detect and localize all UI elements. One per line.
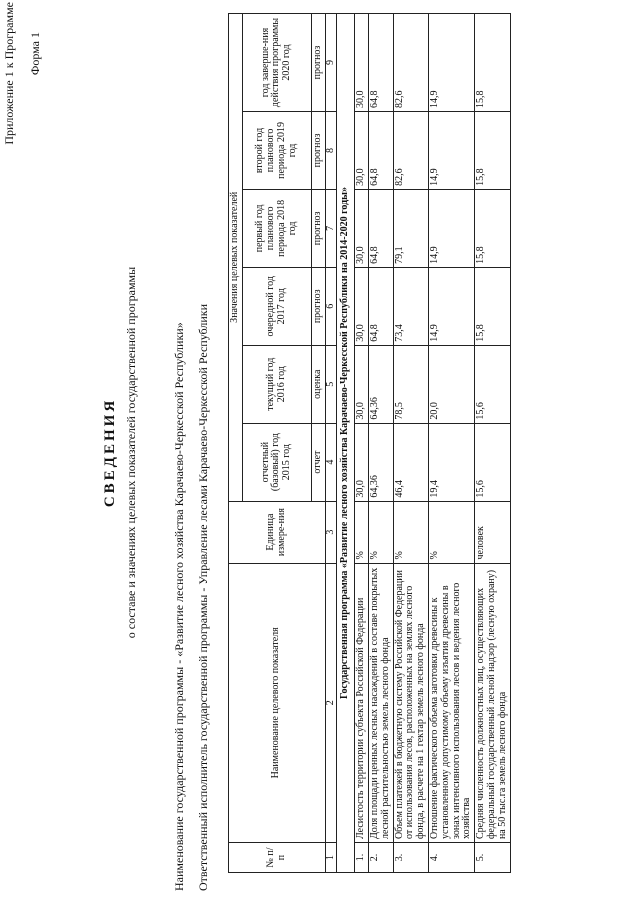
indicator-value: 64,36: [368, 345, 393, 423]
indicator-name: Средняя численность должностных лиц, осуществляющих федеральный государственный лесной надзор (лесную охрану) на 50 тыс.га земель лесного фонда: [475, 563, 510, 843]
header-unit: Единица измере-ния: [229, 501, 326, 563]
header-year: очередной год 2017 год: [242, 267, 311, 345]
header-indicator-name: Наименование целевого показателя: [229, 563, 326, 843]
header-values: Значения целевых показателей: [229, 14, 243, 502]
indicator-unit: %: [355, 501, 369, 563]
indicator-value: 64,8: [368, 189, 393, 267]
header-type: прогноз: [311, 189, 325, 267]
indicator-value: 30,0: [355, 189, 369, 267]
indicator-value: 20,0: [428, 345, 474, 423]
indicator-value: 15,6: [475, 345, 510, 423]
header-type: прогноз: [311, 111, 325, 189]
column-index: 6: [325, 267, 337, 345]
column-index: 8: [325, 111, 337, 189]
table-row: [475, 14, 510, 873]
table-row: [428, 14, 474, 873]
table-row: [393, 14, 428, 873]
column-index: 1: [325, 843, 337, 873]
header-num: № п/п: [229, 843, 326, 873]
column-index: 4: [325, 423, 337, 501]
indicator-value: 64,36: [368, 423, 393, 501]
column-index: 2: [325, 563, 337, 843]
table-row: [355, 14, 369, 873]
header-type: прогноз: [311, 267, 325, 345]
program-title: Государственная программа «Развитие лесного хозяйства Карачаево-Черкесской Республики на 2014-2020 годы»: [337, 14, 355, 873]
indicator-value: 30,0: [355, 111, 369, 189]
indicator-value: 15,8: [475, 267, 510, 345]
header-type: оценка: [311, 345, 325, 423]
header-year: отчетный (базовый) год 2015 год: [242, 423, 311, 501]
table-row: [368, 14, 393, 873]
indicator-name: Объем платежей в бюджетную систему Российской Федерации от использования лесов, расположенных на землях лесного фонда, в расчете на 1 гектар земель лесного фонда: [393, 563, 428, 843]
responsible-executor: Ответственный исполнитель государственной программы - Управление лесами Карачаево-Черкесской Республики: [196, 303, 210, 891]
indicator-value: 30,0: [355, 267, 369, 345]
column-index: 7: [325, 189, 337, 267]
document-subtitle: о составе и значениях целевых показателей государственной программы: [124, 266, 138, 639]
indicator-value: 64,8: [368, 111, 393, 189]
indicator-value: 79,1: [393, 189, 428, 267]
indicator-unit: человек: [475, 501, 510, 563]
indicator-value: 14,9: [428, 111, 474, 189]
row-number: 5.: [475, 843, 510, 873]
indicator-value: 64,8: [368, 267, 393, 345]
indicator-unit: %: [393, 501, 428, 563]
indicator-value: 14,9: [428, 189, 474, 267]
row-number: 4.: [428, 843, 474, 873]
indicators-table: [228, 13, 511, 873]
header-type: прогноз: [311, 14, 325, 112]
indicator-value: 14,9: [428, 267, 474, 345]
row-number: 3.: [393, 843, 428, 873]
column-index: 3: [325, 501, 337, 563]
indicator-name: Доля площади ценных лесных насаждений в составе покрытых лесной растительностью земель лесного фонда: [368, 563, 393, 843]
indicator-value: 82,6: [393, 111, 428, 189]
indicator-value: 64,8: [368, 14, 393, 112]
indicator-value: 78,5: [393, 345, 428, 423]
indicator-value: 73,4: [393, 267, 428, 345]
indicator-value: 30,0: [355, 345, 369, 423]
indicator-value: 14,9: [428, 14, 474, 112]
row-number: 2.: [368, 843, 393, 873]
document-title: СВЕДЕНИЯ: [102, 397, 118, 508]
header-year: второй год планового периода 2019 год: [242, 111, 311, 189]
indicator-value: 30,0: [355, 423, 369, 501]
column-index: 9: [325, 14, 337, 112]
column-index-row: [325, 14, 337, 873]
row-number: 1.: [355, 843, 369, 873]
indicator-value: 15,8: [475, 189, 510, 267]
program-row: [337, 14, 355, 873]
header-year: год заверше-ния действия программы 2020 год: [242, 14, 311, 112]
indicator-rows: [355, 14, 510, 873]
indicator-value: 82,6: [393, 14, 428, 112]
form-label: Форма 1: [28, 32, 42, 76]
indicator-value: 30,0: [355, 14, 369, 112]
indicator-value: 19,4: [428, 423, 474, 501]
column-index: 5: [325, 345, 337, 423]
indicator-value: 15,8: [475, 111, 510, 189]
indicator-name: Лесистость территории субъекта Российской Федерации: [355, 563, 369, 843]
indicator-unit: %: [368, 501, 393, 563]
header-year: текущий год 2016 год: [242, 345, 311, 423]
indicator-name: Отношение фактического объема заготовки древесины к установленному допустимому объему изъятия древесины в зонах интенсивного использования лесов и ведения лесного хозяйства: [428, 563, 474, 843]
indicator-value: 46,4: [393, 423, 428, 501]
program-name: Наименование государственной программы - «Развитие лесного хозяйства Карачаево-Черкесской Республики»: [172, 322, 186, 891]
header-type: отчет: [311, 423, 325, 501]
indicator-value: 15,6: [475, 423, 510, 501]
header-year: первый год планового периода 2018 год: [242, 189, 311, 267]
appendix-label: Приложение 1 к Программе: [2, 2, 16, 145]
indicator-value: 15,8: [475, 14, 510, 112]
indicator-unit: %: [428, 501, 474, 563]
